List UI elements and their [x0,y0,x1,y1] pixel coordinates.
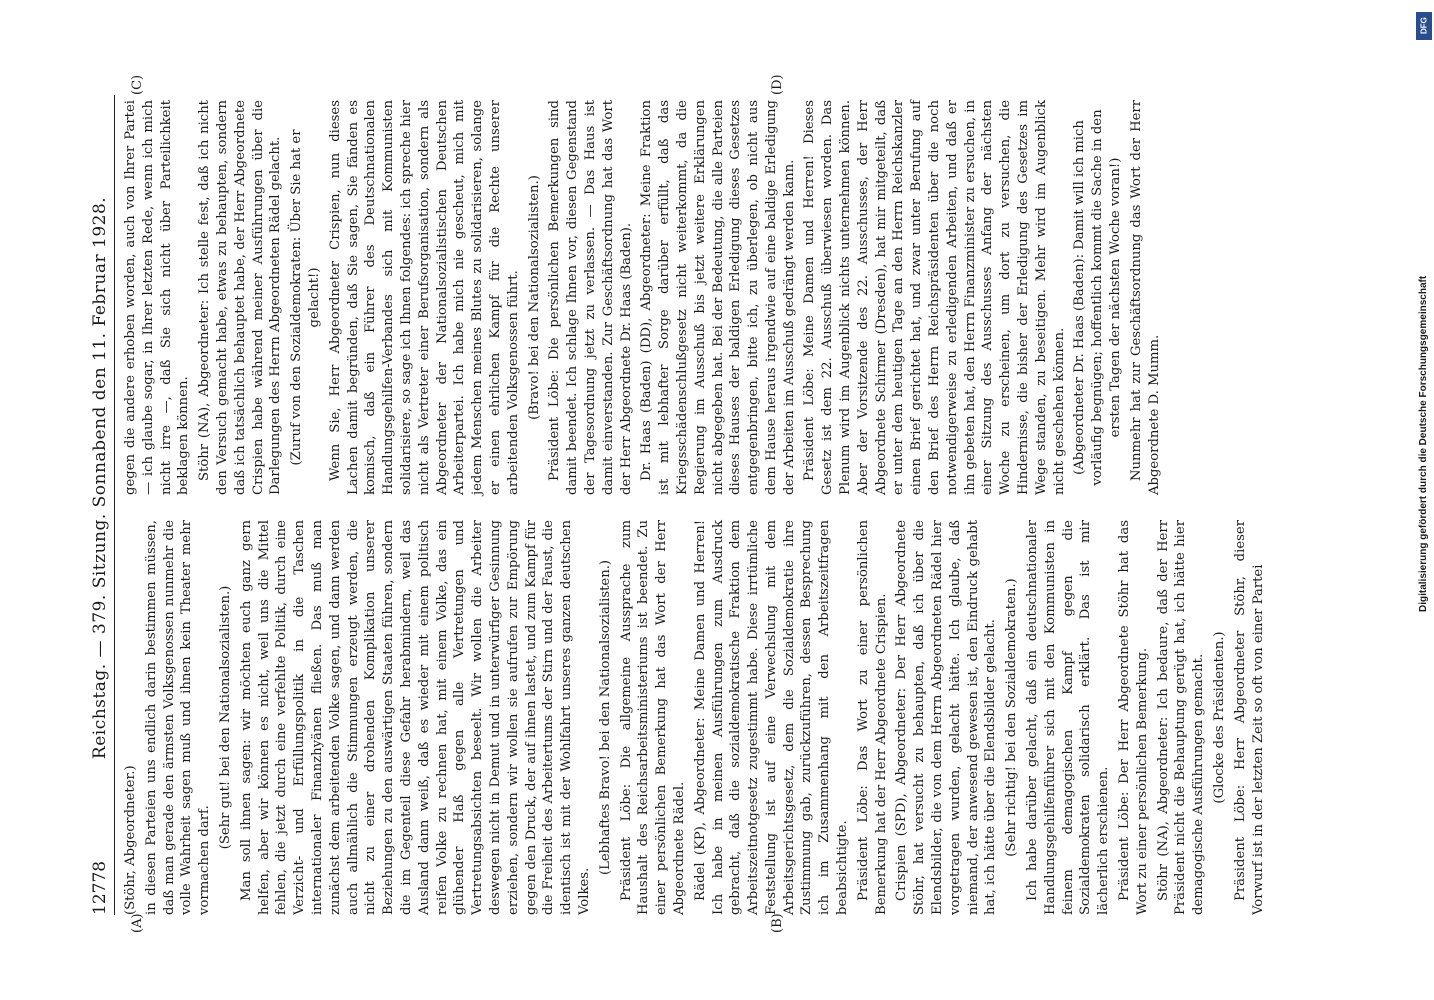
right-column [122,100,1166,495]
margin-mark-a: (A) [130,913,145,933]
credit-text: Digitalisierung gefördert durch die Deutsche Forschungsgemeinschaft [1418,275,1429,612]
interjection: (Lebhaftes Bravo! bei den Nationalsozialisten.) [597,559,613,876]
interjection: (Sehr richtig! bei den Sozialdemokraten.) [1004,578,1020,857]
paragraph: Präsident Löbe: Der Herr Abgeordnete Stöhr hat das Wort zu einer persönlichen Bemerkung. [1117,520,1150,915]
dfg-logo: DFG [1416,12,1432,40]
page-title: Reichstag. — 379. Sitzung. Sonnabend den 11. Februar 1928. [90,196,110,760]
interjection: (Zuruf von den Sozialdemokraten: Über Sie hat er gelacht!) [289,129,322,466]
digitization-credit [1412,12,1434,992]
paragraph: Präsident Löbe: Herr Abgeordneter Stöhr, dieser Vorwurf ist in der letzten Zeit so oft von einer Partei [1232,520,1266,915]
margin-mark-d: (D) [770,74,785,95]
interjection: (Sehr gut! bei den Nationalsozialisten.) [217,585,233,850]
interjection: (Bravo! bei den Nationalsozialisten.) [526,175,542,420]
left-column [122,520,1270,915]
rotated-page [70,75,1430,935]
paragraph: gegen die andere erhoben worden, auch von Ihrer Partei — ich glaube sogar, in Ihrer letzten Rede, wenn ich mich nicht irre —, daß Sie sich nicht über Parteilichkeit beklagen können. [123,100,192,495]
paragraph: Präsident Löbe: Das Wort zu einer persönlichen Bemerkung hat der Herr Abgeordnete Crispien. [855,520,889,915]
paragraph: Man soll ihnen sagen: wir möchten euch ganz gern helfen, aber wir können es nicht, weil uns die Mittel fehlen, die jetzt durch eine verfehlte Politik, durch eine Verzicht- und Erfüllungspolitik in die Taschen internationaler Finanzhyänen fließen. Das muß man zunächst dem arbeitenden Volke sagen, und dann werden auch allmählich die Stimmungen erzeugt werden, die nicht zu einer drohenden Komplikation unserer Beziehungen zu den auswärtigen Staaten führen, sondern die im Gegenteil diese Gefahr herabmindern, weil das Ausland dann weiß, daß es wieder mit einem politisch reifen Volke zu rechnen hat, mit einem Volke, das ein glühender Haß gegen alle Vertretungen und Vertretungsabsichten beseelt. Wir wollen die Arbeiter deswegen nicht in Demut und in unterwürfiger Gesinnung erziehen, sondern wir wollen sie aufrufen zur Empörung gegen den Druck, der auf ihnen lastet, und zum Kampf für die Freiheit des Arbeitertums der Stirn und der Faust, die identisch ist mit der Wohlfahrt unseres ganzen deutschen Volkes. [238,520,592,915]
paragraph: Präsident Löbe: Meine Damen und Herren! Dieses Gesetz ist dem 22. Ausschuß überwiesen worden. Das Plenum wird im Augenblick nichts unternehmen können. Aber der Vorsitzende des 22. Ausschusses, der Herr Abgeordnete Schirmer (Dresden), hat mir mitgeteilt, daß er unter dem heutigen Tage an den Herrn Reichskanzler einen Brief gerichtet hat, und zwar unter Berufung auf den Brief des Herrn Reichspräsidenten über die noch notwendigerweise zu erledigenden Arbeiten, und daß er ihn gebeten hat, den Herrn Finanzminister zu ersuchen, in einer Sitzung des Ausschusses Anfang der nächsten Woche zu erscheinen, um dort zu versuchen, die Hindernisse, die bisher der Erledigung des Gesetzes im Wege standen, zu beseitigen. Mehr wird im Augenblick nicht geschehen können. [802,100,1067,495]
paragraph: Präsident Löbe: Die allgemeine Aussprache zum Haushalt des Reichsarbeitsministeriums ist beendet. Zu einer persönlichen Bemerkung hat das Wort der Herr Abgeordnete Rädel. [618,520,687,915]
paragraph: in diesen Parteien uns endlich darin bestimmen müssen, daß man gerade den ärmsten Volksgenossen nunmehr die volle Wahrheit sagen muß und ihnen kein Theater mehr vormachen darf. [143,520,213,915]
paragraph: Dr. Haas (Baden) (DD), Abgeordneter: Meine Fraktion ist mit lebhafter Sorge darüber erfüllt, daß das Kriegsschädenschlußgesetz nicht weiterkommt, da die Regierung im Ausschuß bis jetzt weitere Erklärungen nicht abgegeben hat. Bei der Bedeutung, die alle Parteien dieses Hauses der baldigen Erledigung dieses Gesetzes entgegenbringen, bitte ich, zu überlegen, ob nicht aus dem Hause heraus irgendwie auf eine baldige Erledigung der Arbeiten im Ausschuß gedrängt werden kann. [639,100,797,495]
margin-mark-b: (B) [770,913,785,933]
paragraph: Ich habe darüber gelacht, daß ein deutschnationaler Handlungsgehilfenführer sich mit den Kommunisten in feinem demagogischen Kampf gegen die Sozialdemokraten solidarisch erklärt. Das ist mir lächerlich erschienen. [1025,520,1112,915]
paragraph: Stöhr (NA), Abgeordneter: Ich bedaure, daß der Herr Präsident nicht die Behauptung gerügt hat, ich hätte hier demagogische Ausführungen gemacht. [1155,520,1207,915]
paragraph: Präsident Löbe: Die persönlichen Bemerkungen sind damit beendet. Ich schlage Ihnen vor, diesen Gegenstand der Tagesordnung jetzt zu verlassen. — Das Haus ist damit einverstanden. Zur Geschäftsordnung hat das Wort der Herr Abgeordnete Dr. Haas (Baden). [547,100,634,495]
paragraph: Nunmehr hat zur Geschäftsordnung das Wort der Herr Abgeordnete D. Mumm. [1128,100,1162,495]
page-number: 12778 [90,860,110,915]
paragraph: Wenn Sie, Herr Abgeordneter Crispien, nun dieses Lachen damit begründen, daß Sie sagen, Sie fänden es komisch, daß ein Führer des Deutschnationalen Handlungsgehilfen-Verbandes sich mit Kommunisten solidarisiere, so sage ich Ihnen folgendes: ich spreche hier nicht als Vertreter einer Berufsorganisation, sondern als Abgeordneter der Nationalsozialistischen Deutschen Arbeiterpartei. Ich habe mich nie gescheut, mich mit jedem Menschen meines Blutes zu solidarisieren, solange er einen ehrlichen Kampf für die Rechte unserer arbeitenden Volksgenossen führt. [327,100,521,495]
interjection: (Glocke des Präsidenten.) [1212,631,1228,804]
page-header [70,95,115,915]
interjection: (Abgeordneter Dr. Haas (Baden): Damit will ich mich vorläufig begnügen; hoffentlich kommt die Sache in den ersten Tagen der nächsten Woche voran!) [1072,109,1124,486]
paragraph: Stöhr (NA), Abgeordneter: Ich stelle fest, daß ich nicht den Versuch gemacht habe, etwas zu behaupten, sondern daß ich tatsächlich behauptet habe, der Herr Abgeordnete Crispien habe während meiner Ausführungen über die Darlegungen des Herrn Abgeordneten Rädel gelacht. [197,100,284,495]
paragraph: Rädel (KP), Abgeordneter: Meine Damen und Herren! Ich habe in meinen Ausführungen zum Ausdruck gebracht, daß die sozialdemokratische Fraktion dem Arbeitszeitnotgesetz zugestimmt habe. Diese irrtümliche Feststellung ist auf eine Verwechslung mit dem Arbeitsgerichtsgesetz, dem die Sozialdemokratie ihre Zustimmung gab, zurückzuführen, dessen Besprechung ich im Zusammenhang mit den Arbeitszeitfragen beabsichtigte. [692,520,851,915]
margin-mark-c: (C) [130,74,145,95]
paragraph: Crispien (SPD), Abgeordneter: Der Herr Abgeordnete Stöhr, hat versucht zu behaupten, daß ich über die Elendsbilder, die von dem Herrn Abgeordneten Rädel hier vorgetragen wurden, gelacht hätte. Ich glaube, daß niemand, der anwesend gewesen ist, den Eindruck gehabt hat, ich hätte über die Elendsbilder gelacht. [894,520,999,915]
speaker-continuation: (Stöhr, Abgeordneter.) [123,765,138,915]
